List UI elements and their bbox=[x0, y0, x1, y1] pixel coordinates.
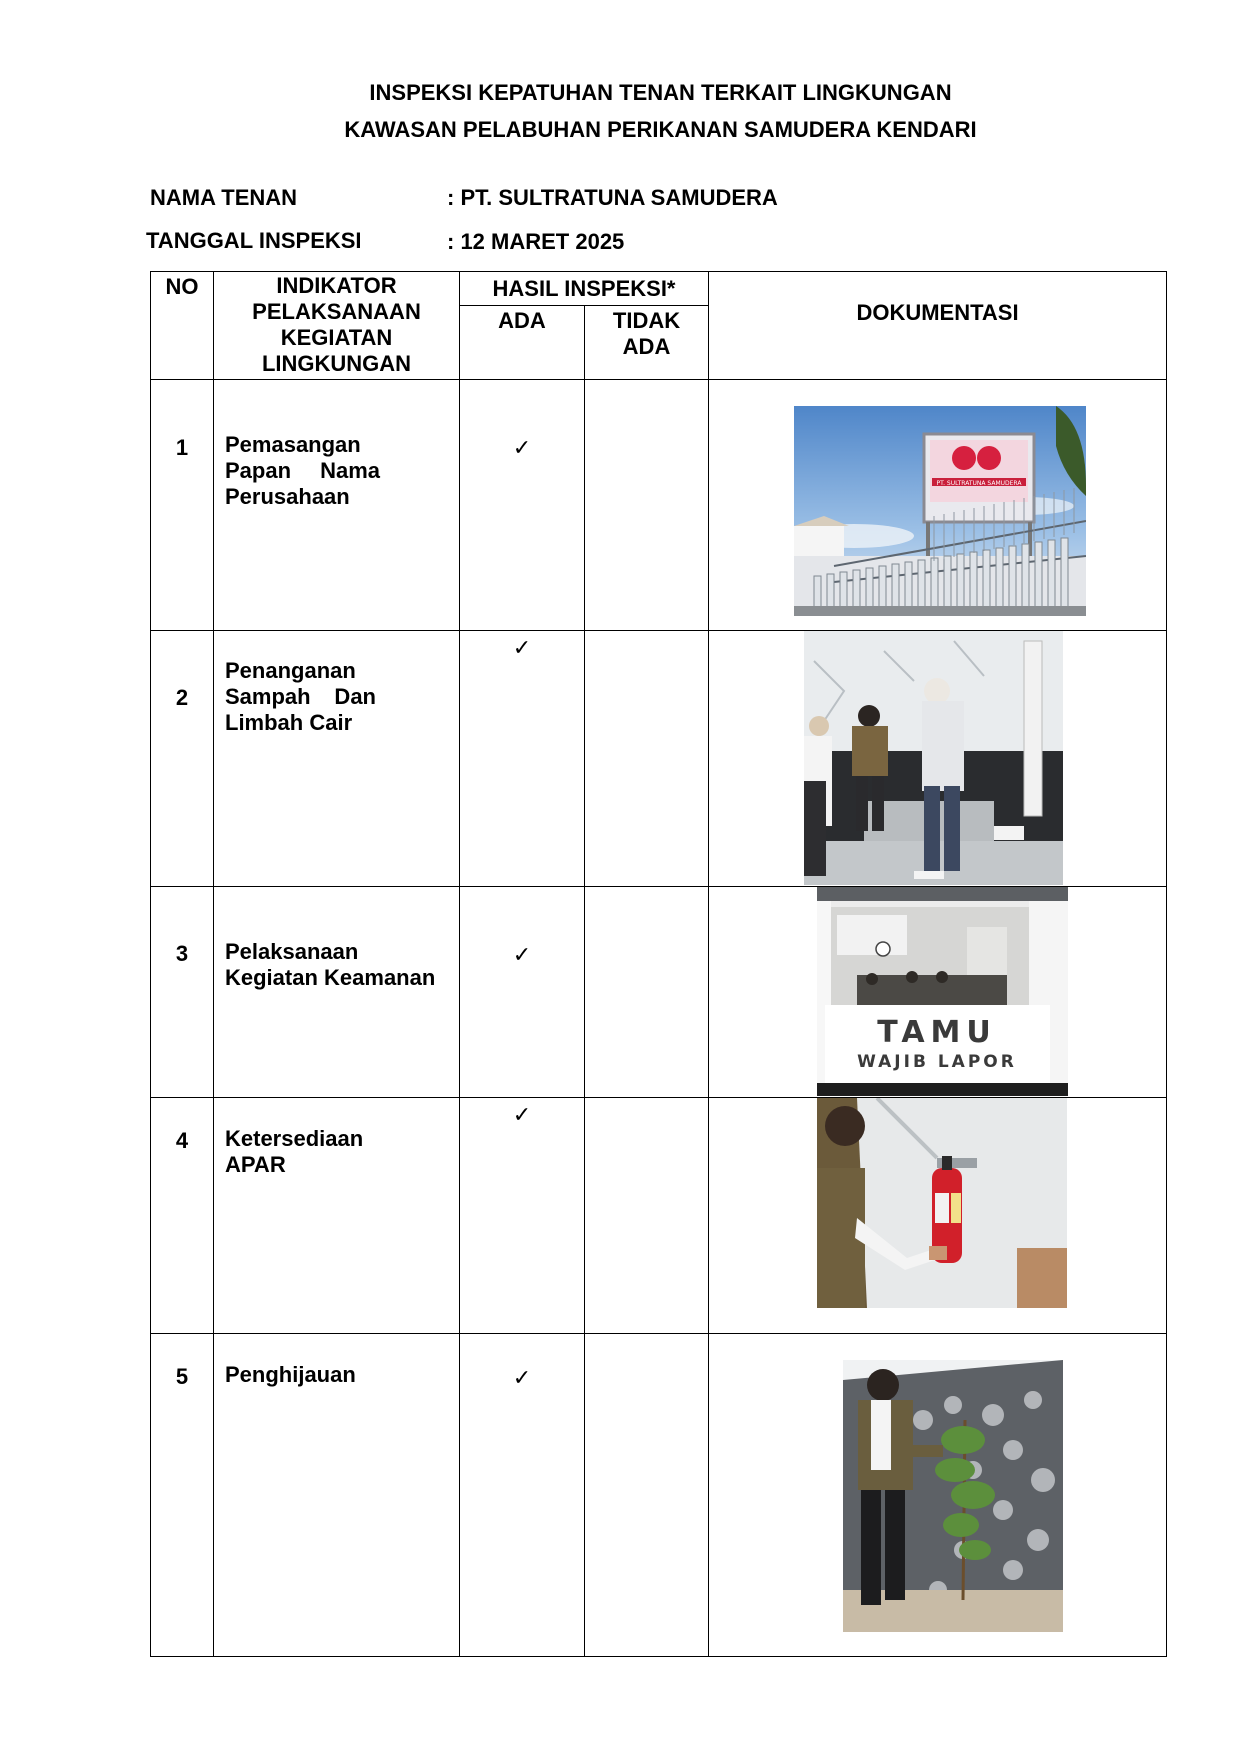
row-indicator bbox=[214, 1334, 460, 1657]
indicator-line: Ketersediaan bbox=[225, 1126, 364, 1151]
indicator-line: Limbah Cair bbox=[225, 710, 353, 735]
indicator-line: Penghijauan bbox=[225, 1362, 356, 1387]
header-no: NO bbox=[151, 272, 214, 380]
header-documentation: DOKUMENTASI bbox=[709, 272, 1167, 380]
tidak-ada-cell bbox=[585, 1334, 709, 1657]
table-row bbox=[151, 631, 1167, 887]
documentation-cell bbox=[709, 380, 1167, 631]
fire-extinguisher-photo bbox=[817, 1098, 1067, 1308]
company-sign-photo bbox=[794, 406, 1086, 616]
guard-sign-line1: TAMU bbox=[877, 1015, 997, 1050]
table-row bbox=[151, 887, 1167, 1098]
planting-tree-photo bbox=[843, 1360, 1063, 1632]
security-post-photo bbox=[817, 887, 1068, 1096]
ada-checkmark: ✓ bbox=[460, 887, 585, 1098]
date-value: : 12 MARET 2025 bbox=[447, 229, 625, 254]
indicator-line: Pemasangan bbox=[225, 432, 361, 457]
row-indicator bbox=[214, 631, 460, 887]
tenant-label: NAMA TENAN bbox=[150, 185, 298, 210]
header-tidak-ada bbox=[585, 306, 709, 380]
header-tidak-ada-line1: TIDAK bbox=[612, 308, 681, 333]
ada-checkmark: ✓ bbox=[460, 631, 585, 887]
header-indicator-line1: INDIKATOR bbox=[276, 273, 397, 298]
ada-checkmark: ✓ bbox=[460, 380, 585, 631]
row-indicator bbox=[214, 1098, 460, 1334]
indicator-line: Sampah Dan bbox=[225, 684, 376, 709]
header-tidak-ada-line2: ADA bbox=[622, 334, 671, 359]
document-title-line1: INSPEKSI KEPATUHAN TENAN TERKAIT LINGKUNGAN bbox=[369, 80, 952, 105]
table-row bbox=[151, 1098, 1167, 1334]
row-number: 2 bbox=[151, 631, 214, 887]
header-indicator-line4: LINGKUNGAN bbox=[261, 351, 412, 376]
tidak-ada-cell bbox=[585, 631, 709, 887]
table-row bbox=[151, 1334, 1167, 1657]
row-number: 4 bbox=[151, 1098, 214, 1334]
header-ada: ADA bbox=[460, 306, 585, 380]
ada-checkmark: ✓ bbox=[460, 1334, 585, 1657]
indicator-line: APAR bbox=[225, 1152, 286, 1177]
guard-sign-line2: WAJIB LAPOR bbox=[857, 1052, 1017, 1072]
waste-inspection-photo bbox=[804, 631, 1063, 885]
header-indicator bbox=[214, 272, 460, 380]
tidak-ada-cell bbox=[585, 1098, 709, 1334]
date-label: TANGGAL INSPEKSI bbox=[146, 228, 362, 253]
row-number: 3 bbox=[151, 887, 214, 1098]
header-result: HASIL INSPEKSI* bbox=[460, 272, 709, 306]
document-title-line2: KAWASAN PELABUHAN PERIKANAN SAMUDERA KENDARI bbox=[344, 117, 977, 142]
header-indicator-line3: KEGIATAN bbox=[280, 325, 393, 350]
indicator-line: Papan Nama bbox=[225, 458, 380, 483]
indicator-line: Perusahaan bbox=[225, 484, 350, 509]
header-indicator-line2: PELAKSANAAN bbox=[252, 299, 421, 324]
indicator-line: Kegiatan Keamanan bbox=[225, 965, 436, 990]
tenant-value: : PT. SULTRATUNA SAMUDERA bbox=[447, 185, 778, 210]
sign-text: PT. SULTRATUNA SAMUDERA bbox=[936, 480, 1022, 487]
table-row bbox=[151, 380, 1167, 631]
indicator-line: Pelaksanaan bbox=[225, 939, 359, 964]
tidak-ada-cell bbox=[585, 887, 709, 1098]
tidak-ada-cell bbox=[585, 380, 709, 631]
documentation-cell bbox=[709, 1098, 1167, 1334]
indicator-line: Penanganan bbox=[225, 658, 356, 683]
inspection-table bbox=[150, 271, 1167, 1657]
documentation-cell bbox=[709, 887, 1167, 1098]
row-number: 5 bbox=[151, 1334, 214, 1657]
row-number: 1 bbox=[151, 380, 214, 631]
table-header-row bbox=[151, 272, 1167, 306]
ada-checkmark: ✓ bbox=[460, 1098, 585, 1334]
documentation-cell bbox=[709, 631, 1167, 887]
row-indicator bbox=[214, 380, 460, 631]
row-indicator bbox=[214, 887, 460, 1098]
documentation-cell bbox=[709, 1334, 1167, 1657]
